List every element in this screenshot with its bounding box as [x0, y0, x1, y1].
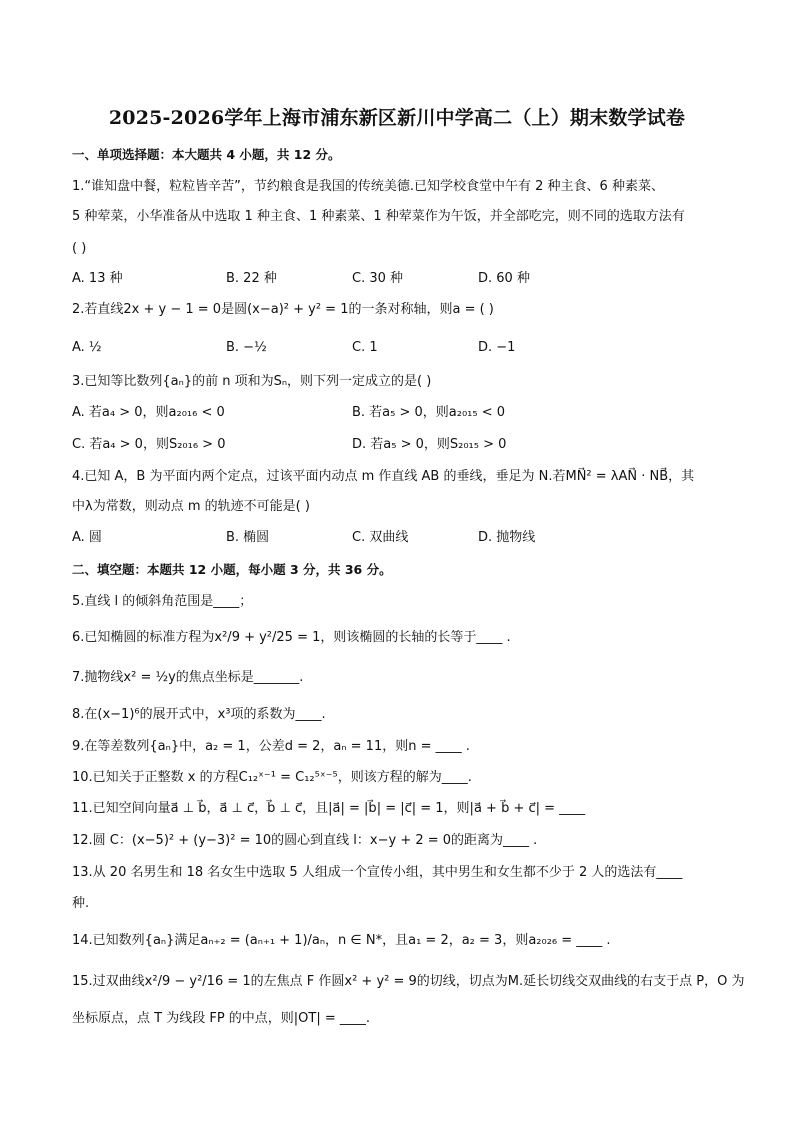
q4-line-1: 4.已知 A，B 为平面内两个定点，过该平面内动点 m 作直线 AB 的垂线，垂足为 N.若MN⃗² = λAN⃗ · NB⃗，其 [72, 469, 695, 484]
q2-option-c: C. 1 [352, 340, 378, 355]
q1-option-d: D. 60 种 [478, 271, 530, 286]
q1-line-1: 1.“谁知盘中餐，粒粒皆辛苦”，节约粮食是我国的传统美德.已知学校食堂中午有 2 种主食、6 种素菜、 [72, 179, 664, 194]
q7-text: 7.抛物线x² = ½y的焦点坐标是_______. [72, 670, 304, 685]
section-2-heading: 二、填空题：本题共 12 小题，每小题 3 分，共 36 分。 [72, 562, 392, 577]
q15-line-2: 坐标原点，点 T 为线段 FP 的中点，则|OT| = ____. [72, 1011, 371, 1026]
q4-line-2: 中λ为常数，则动点 m 的轨迹不可能是( ) [72, 499, 310, 514]
q9-text: 9.在等差数列{aₙ}中，a₂ = 1，公差d = 2，aₙ = 11，则n = ____ . [72, 739, 470, 754]
q1-option-a: A. 13 种 [72, 271, 123, 286]
q12-text: 12.圆 C：(x−5)² + (y−3)² = 10的圆心到直线 l：x−y + 2 = 0的距离为____ . [72, 833, 538, 848]
q3-option-b: B. 若a₅ > 0，则a₂₀₁₅ < 0 [352, 405, 506, 420]
q6-text: 6.已知椭圆的标准方程为x²/9 + y²/25 = 1，则该椭圆的长轴的长等于____ . [72, 630, 511, 645]
q8-text: 8.在(x−1)⁶的展开式中，x³项的系数为____. [72, 707, 326, 722]
q4-option-a: A. 圆 [72, 530, 102, 545]
q4-option-c: C. 双曲线 [352, 530, 409, 545]
q1-option-c: C. 30 种 [352, 271, 404, 286]
q2-option-d: D. −1 [478, 340, 516, 355]
q4-option-b: B. 椭圆 [226, 530, 270, 545]
q5-text: 5.直线 l 的倾斜角范围是____； [72, 594, 253, 609]
q4-option-d: D. 抛物线 [478, 530, 536, 545]
q1-option-b: B. 22 种 [226, 271, 277, 286]
q11-text: 11.已知空间向量a⃗ ⊥ b⃗，a⃗ ⊥ c⃗，b⃗ ⊥ c⃗，且|a⃗| = |b⃗| = |c⃗| = 1，则|a⃗ + b⃗ + c⃗| = ____ [72, 801, 586, 816]
q3-option-c: C. 若a₄ > 0，则S₂₀₁₆ > 0 [72, 437, 226, 452]
q2-option-b: B. −½ [226, 340, 267, 355]
q13-line-1: 13.从 20 名男生和 18 名女生中选取 5 人组成一个宣传小组，其中男生和女生都不少于 2 人的选法有____ [72, 865, 683, 880]
q14-text: 14.已知数列{aₙ}满足aₙ₊₂ = (aₙ₊₁ + 1)/aₙ，n ∈ N*，且a₁ = 2，a₂ = 3，则a₂₀₂₆ = ____ . [72, 933, 611, 948]
q1-line-3: ( ) [72, 241, 87, 256]
section-1-heading: 一、单项选择题：本大题共 4 小题，共 12 分。 [72, 147, 341, 162]
q2-text: 2.若直线2x + y − 1 = 0是圆(x−a)² + y² = 1的一条对称轴，则a = ( ) [72, 302, 494, 317]
q15-line-1: 15.过双曲线x²/9 − y²/16 = 1的左焦点 F 作圆x² + y² = 9的切线，切点为M.延长切线交双曲线的右支于点 P，O 为 [72, 974, 745, 989]
q1-line-2: 5 种荤菜，小华准备从中选取 1 种主食、1 种素菜、1 种荤菜作为午饭，并全部吃完，则不同的选取方法有 [72, 209, 685, 224]
q3-option-a: A. 若a₄ > 0，则a₂₀₁₆ < 0 [72, 405, 225, 420]
q2-option-a: A. ½ [72, 340, 102, 355]
q3-text: 3.已知等比数列{aₙ}的前 n 项和为Sₙ，则下列一定成立的是( ) [72, 374, 432, 389]
q10-text: 10.已知关于正整数 x 的方程C₁₂ˣ⁻¹ = C₁₂⁵ˣ⁻⁵，则该方程的解为____. [72, 770, 472, 785]
exam-title: 2025-2026学年上海市浦东新区新川中学高二（上）期末数学试卷 [108, 107, 686, 129]
q13-line-2: 种. [72, 896, 90, 911]
q3-option-d: D. 若a₅ > 0，则S₂₀₁₅ > 0 [352, 437, 507, 452]
